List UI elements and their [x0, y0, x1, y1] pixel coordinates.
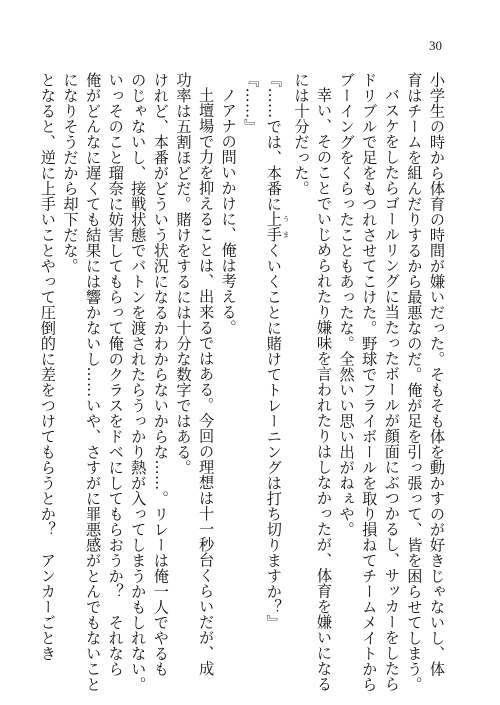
text-line: となると、逆に上手いことやって圧倒的に差をつけてもらうとか？ アンカーごとき [38, 72, 57, 661]
text-line: 土壇場で力を抑えることは、出来るではある。今回の理想は十一秒台くらいだが、成 [197, 87, 216, 677]
text-line: 『……』 [242, 72, 261, 134]
ruby-annotation: 上手 うま [264, 211, 290, 243]
text-line: 小学生の時から体育の時間が嫌いだった。そもそも体を動かすのが好きじゃないし、体 [428, 72, 446, 677]
text-line: ブーイングをくらったこともあったな。全然いい思い出がねぇや。 [337, 72, 356, 537]
text-line: 幸い、そのことでいじめられたり嫌味を言われたりはしなかったが、体育を嫌いになる [315, 87, 334, 692]
text-line: 俺がどんなに遅くても結果には響かないし……いや、さすがに罪悪感がとんでもないこと [84, 72, 103, 692]
text-line: 功率は五割ほどだ。賭けをするには十分な数字ではある。 [174, 72, 193, 475]
page-number: 30 [429, 38, 442, 53]
text-line: バスケをしたらゴールリングに当たったボールが顔面にぶつかるし、サッカーをしたら [382, 87, 401, 692]
text-line: いっそのこと瑠奈に妨害してもらって俺のクラスをドベにしてもらおうか？ それなら [106, 72, 125, 677]
vertical-body-text [38, 72, 448, 692]
text-line: になりそうだから却下だな。 [61, 72, 80, 274]
text-line: 育はチームを組んだりするから最悪なのだ。俺が足を引っ張って、皆を困らせてしまう。 [405, 72, 424, 692]
text-line: けれど、本番がどういう状況になるかわからないからな……。リレーは俺一人でやるも [151, 72, 170, 677]
text-line: には十分だった。 [292, 72, 311, 196]
text-line: 『……では、本番に上手 うまくいくことに賭けてトレーニングは打ち切りますか？』 [264, 72, 290, 630]
text-line: ドリブルで足をもつれさせてこけた。野球でフライボールを取り損ねてチームメイトから [360, 72, 379, 692]
text-line: ノアナの問いかけに、俺は考える。 [219, 87, 238, 336]
text-line: のじゃないし、接戦状態でバトンを渡されたらうっかり熱が入ってしまうかもしれない。 [129, 72, 148, 692]
